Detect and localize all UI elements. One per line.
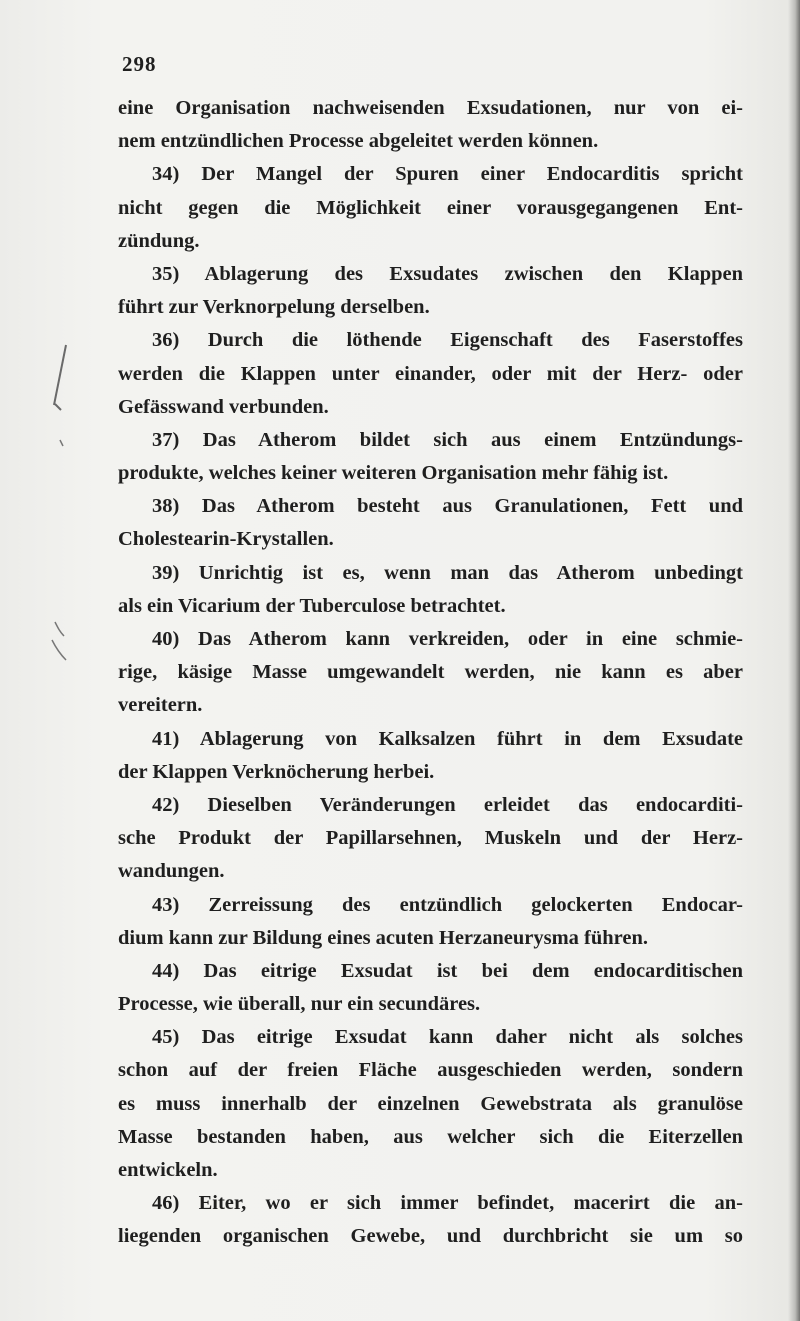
text-line: zündung. <box>118 229 200 252</box>
page-binding-shadow <box>788 0 800 1321</box>
text-line: als ein Vicarium der Tuberculose betrachtet. <box>118 594 506 617</box>
text-line: 44) Das eitrige Exsudat ist bei dem endocarditischen <box>152 959 743 982</box>
text-line: nicht gegen die Möglichkeit einer vorausgegangenen Ent- <box>118 196 743 219</box>
text-line: 42) Dieselben Veränderungen erleidet das endocarditi- <box>152 793 743 816</box>
text-line: werden die Klappen unter einander, oder mit der Herz- oder <box>118 362 743 385</box>
margin-pencil-marks <box>0 0 120 700</box>
text-line: der Klappen Verknöcherung herbei. <box>118 760 435 783</box>
text-line: produkte, welches keiner weiteren Organisation mehr fähig ist. <box>118 462 669 485</box>
text-line: Masse bestanden haben, aus welcher sich die Eiterzellen <box>118 1125 743 1148</box>
text-line: führt zur Verknorpelung derselben. <box>118 296 430 319</box>
text-line: 34) Der Mangel der Spuren einer Endocarditis spricht <box>152 163 743 186</box>
text-line: liegenden organischen Gewebe, und durchbricht sie um so <box>118 1225 743 1248</box>
text-line: nem entzündlichen Processe abgeleitet werden können. <box>118 130 599 153</box>
text-line: eine Organisation nachweisenden Exsudationen, nur von ei- <box>118 97 743 119</box>
text-line: 43) Zerreissung des entzündlich gelockerten Endocar- <box>152 893 743 916</box>
text-line: 45) Das eitrige Exsudat kann daher nicht als solches <box>152 1026 743 1049</box>
text-line: 40) Das Atherom kann verkreiden, oder in eine schmie- <box>152 628 743 650</box>
text-line: 37) Das Atherom bildet sich aus einem Entzündungs- <box>152 428 743 451</box>
text-line: vereitern. <box>118 694 203 717</box>
text-line: 35) Ablagerung des Exsudates zwischen den Klappen <box>152 262 743 285</box>
body-text <box>118 92 743 1254</box>
text-line: 38) Das Atherom besteht aus Granulationen, Fett und <box>152 495 743 518</box>
page-number: 298 <box>122 52 157 76</box>
text-line: dium kann zur Bildung eines acuten Herzaneurysma führen. <box>118 926 649 949</box>
text-line: Gefässwand verbunden. <box>118 395 329 418</box>
text-line: schon auf der freien Fläche ausgeschieden werden, sondern <box>118 1059 743 1082</box>
text-line: es muss innerhalb der einzelnen Gewebstrata als granulöse <box>118 1092 743 1115</box>
text-line: wandungen. <box>118 860 225 883</box>
text-line: entwickeln. <box>118 1159 218 1181</box>
text-line: 39) Unrichtig ist es, wenn man das Atherom unbedingt <box>152 561 743 584</box>
text-line: 36) Durch die löthende Eigenschaft des Faserstoffes <box>152 329 743 352</box>
text-line: Processe, wie überall, nur ein secundäres. <box>118 993 481 1016</box>
text-line: sche Produkt der Papillarsehnen, Muskeln und der Herz- <box>118 827 743 850</box>
text-line: 41) Ablagerung von Kalksalzen führt in dem Exsudate <box>152 727 743 750</box>
text-line: 46) Eiter, wo er sich immer befindet, macerirt die an- <box>152 1192 743 1215</box>
text-line: rige, käsige Masse umgewandelt werden, nie kann es aber <box>118 661 743 684</box>
text-line: Cholestearin-Krystallen. <box>118 528 334 551</box>
